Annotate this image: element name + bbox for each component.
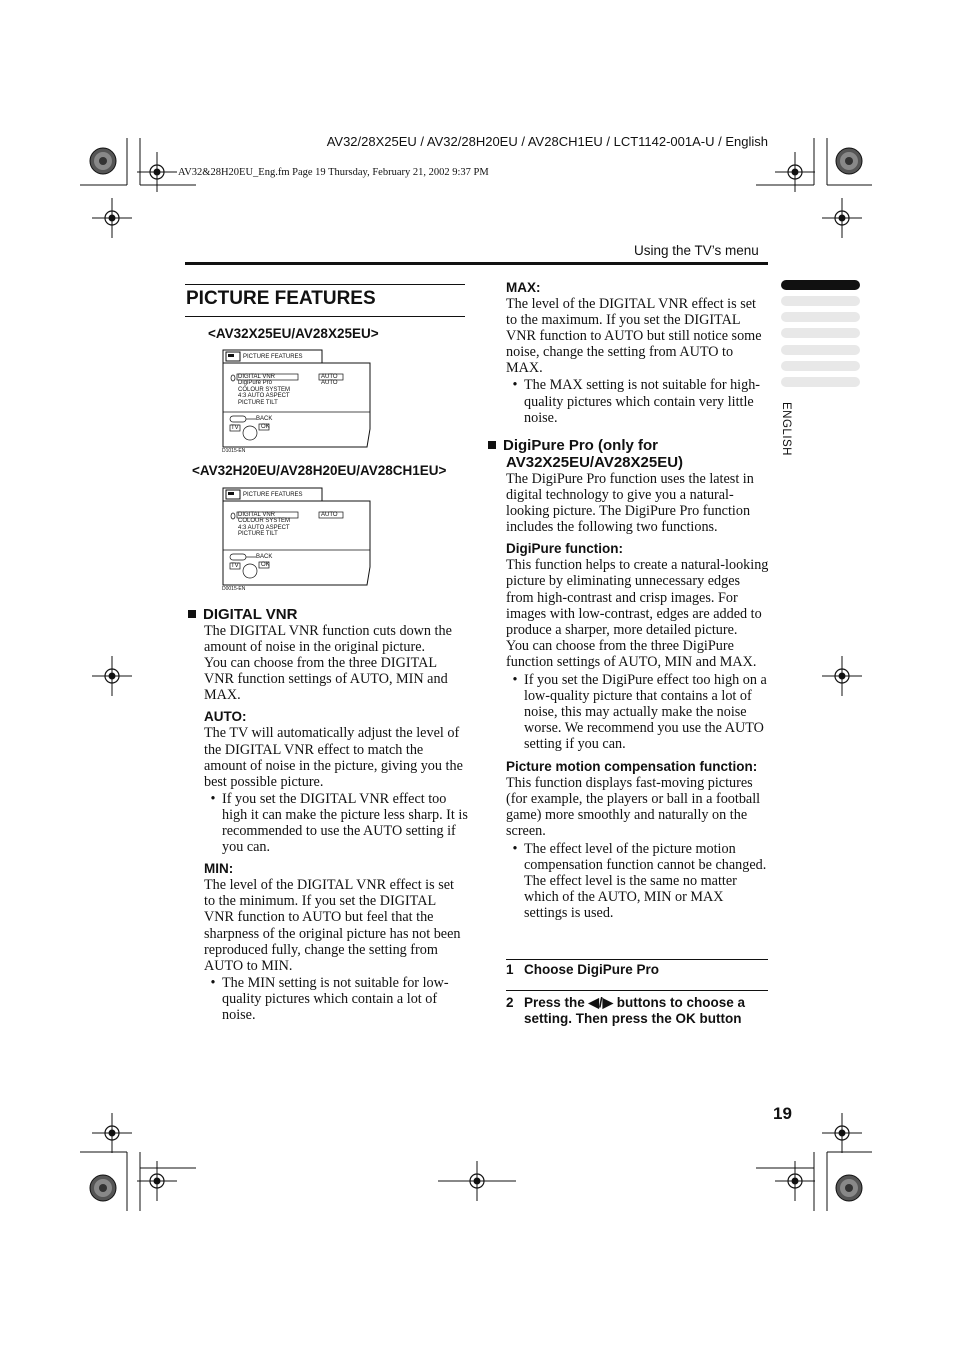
side-tab — [781, 328, 860, 338]
page-number: 19 — [773, 1104, 792, 1123]
right-column-top — [506, 280, 768, 426]
menu-item: 4:3 AUTO ASPECT — [238, 393, 290, 399]
step-text: Choose DigiPure Pro — [524, 962, 660, 977]
bullet-item — [204, 975, 468, 1023]
crosshair-mark — [822, 198, 862, 238]
paragraph: You can choose from the three DIGITAL VNR function settings of AUTO, MIN and MAX. — [204, 655, 448, 704]
crosshair-mark — [137, 152, 177, 192]
side-tab — [781, 312, 860, 322]
crosshair-mark — [822, 656, 862, 696]
square-bullet-icon — [188, 610, 196, 618]
bullet-dot-icon: • — [210, 974, 216, 991]
menu2-caption: <AV32H20EU/AV28H20EU/AV28CH1EU> — [192, 463, 447, 478]
subheading: Picture motion compensation function: — [506, 758, 758, 774]
subheading: AUTO: — [204, 709, 247, 725]
digital-vnr-section — [188, 606, 468, 1023]
crosshair-mark — [92, 656, 132, 696]
menu-value: AUTO — [321, 374, 338, 380]
menu-item: DIGITAL VNR — [238, 374, 276, 380]
section-heading — [488, 437, 770, 471]
section-heading — [188, 606, 468, 623]
header-rule — [185, 262, 768, 265]
bullet-text: The MAX setting is not suitable for high-quality pictures which contain very little noise. — [524, 377, 761, 426]
bullet-dot-icon: • — [512, 672, 518, 689]
subheading: DigiPure function: — [506, 541, 623, 557]
step-rule — [506, 959, 768, 960]
section-header: Using the TV’s menu — [634, 243, 759, 258]
menu-ok-label: OK — [261, 562, 270, 568]
bullet-text: If you set the DIGITAL VNR effect too high it can make the picture less sharp. It is recommended to use the AUTO setting if you can. — [222, 790, 468, 856]
side-tab — [781, 345, 860, 355]
step-1 — [506, 962, 768, 978]
figure-code: D0015-EN — [222, 586, 246, 592]
paragraph: The level of the DIGITAL VNR effect is set to the maximum. If you set the DIGITAL VNR function to AUTO but still notice some noise, change the setting from AUTO to MAX. — [506, 296, 762, 377]
menu-ok-label: OK — [261, 424, 270, 430]
paragraph: This function helps to create a natural-looking picture by eliminating unnecessary edges from high-contrast and crisp images. For images with low-contrast, edges are added to produce a sharper, more detailed picture. — [506, 557, 769, 638]
subheading: MIN: — [204, 861, 234, 877]
paragraph: The DigiPure Pro function uses the latest in digital technology to give you a natural-looking picture. The DigiPure Pro function includes the following two functions. — [506, 471, 754, 536]
step-2 — [506, 995, 768, 1027]
sunburst-mark — [836, 1175, 862, 1201]
square-bullet-icon — [488, 441, 496, 449]
step-text: Press the ◀/▶ buttons to choose a setting. Then press the OK button — [524, 995, 746, 1026]
heading-text: DIGITAL VNR — [203, 606, 298, 623]
bullet-dot-icon: • — [210, 790, 216, 807]
crosshair-mark — [822, 1113, 862, 1153]
figure-code: D1015-EN — [222, 448, 246, 454]
paragraph: The DIGITAL VNR function cuts down the amount of noise in the original picture. — [204, 623, 452, 656]
menu-screen-2 — [222, 487, 372, 593]
crosshair-mark — [775, 1161, 815, 1201]
menu-title: PICTURE FEATURES — [243, 354, 303, 360]
crosshair-mark — [92, 1113, 132, 1153]
language-label: ENGLISH — [780, 402, 792, 456]
menu-item: 4:3 AUTO ASPECT — [238, 525, 290, 531]
menu-value: AUTO — [321, 380, 338, 386]
bullet-item — [506, 377, 768, 425]
paragraph: The TV will automatically adjust the level of the DIGITAL VNR effect to match the amount of noise in the picture, giving you the best possible picture. — [204, 725, 463, 790]
subheading: MAX: — [506, 280, 541, 295]
bullet-dot-icon: • — [512, 840, 518, 857]
bullet-text: The effect level of the picture motion compensation function cannot be changed. The effect level is the same no matter which of the AUTO, MIN or MAX settings is used. — [524, 840, 767, 922]
step-number: 2 — [506, 995, 514, 1010]
menu-item: COLOUR SYSTEM — [238, 387, 291, 393]
model-line: AV32/28X25EU / AV32/28H20EU / AV28CH1EU / LCT1142-001A-U / English — [326, 134, 768, 149]
bullet-item — [506, 672, 770, 752]
menu-tv-label: TV — [231, 563, 239, 569]
menu1-caption: <AV32X25EU/AV28X25EU> — [208, 326, 379, 341]
paragraph: You can choose from the three DigiPure function settings of AUTO, MIN and MAX. — [506, 637, 757, 670]
menu-frame — [222, 487, 372, 593]
bullet-item — [506, 841, 770, 921]
page-title: PICTURE FEATURES — [186, 288, 376, 309]
sunburst-mark — [90, 1175, 116, 1201]
paragraph: This function displays fast-moving pictures (for example, the players or ball in a football game) more smoothly and naturally on the screen. — [506, 774, 761, 839]
menu-item: COLOUR SYSTEM — [238, 518, 291, 524]
menu-back-label: BACK — [256, 554, 273, 560]
side-tab-active — [781, 280, 860, 290]
menu-screen-1 — [222, 349, 372, 455]
menu-item: DIGITAL VNR — [238, 512, 276, 518]
menu-title: PICTURE FEATURES — [243, 492, 303, 498]
step-rule — [506, 990, 768, 991]
heading-text: DigiPure Pro (only for AV32X25EU/AV28X25EU) — [503, 437, 684, 471]
side-tab — [781, 361, 860, 371]
sunburst-mark — [836, 148, 862, 174]
paragraph: The level of the DIGITAL VNR effect is set to the minimum. If you set the DIGITAL VNR function to AUTO but feel that the sharpness of the original picture has not been reproduced fully, change the setting from AUTO to MIN. — [204, 877, 461, 974]
crosshair-mark — [137, 1161, 177, 1201]
menu-tv-label: TV — [231, 425, 239, 431]
bullet-text: The MIN setting is not suitable for low-quality pictures which contain a lot of noise. — [222, 974, 449, 1023]
crosshair-mark — [775, 152, 815, 192]
file-info: AV32&28H20EU_Eng.fm Page 19 Thursday, February 21, 2002 9:37 PM — [178, 167, 489, 178]
step-number: 1 — [506, 962, 514, 977]
menu-back-label: BACK — [256, 416, 273, 422]
side-tab — [781, 296, 860, 306]
menu-item: PICTURE TILT — [238, 531, 278, 537]
side-tab — [781, 377, 860, 387]
crosshair-mark — [92, 198, 132, 238]
menu-item: PICTURE TILT — [238, 400, 278, 406]
sunburst-mark — [90, 148, 116, 174]
bullet-item — [204, 791, 468, 855]
digipure-section — [488, 437, 770, 921]
bullet-text: If you set the DigiPure effect too high on a low-quality picture that contains a lot of noise, this may actually make the noise worse. We recommend you use the AUTO setting if you can. — [524, 672, 767, 753]
menu-value: AUTO — [321, 512, 338, 518]
bullet-dot-icon: • — [512, 377, 518, 394]
menu-item: DigiPure Pro — [238, 380, 273, 386]
